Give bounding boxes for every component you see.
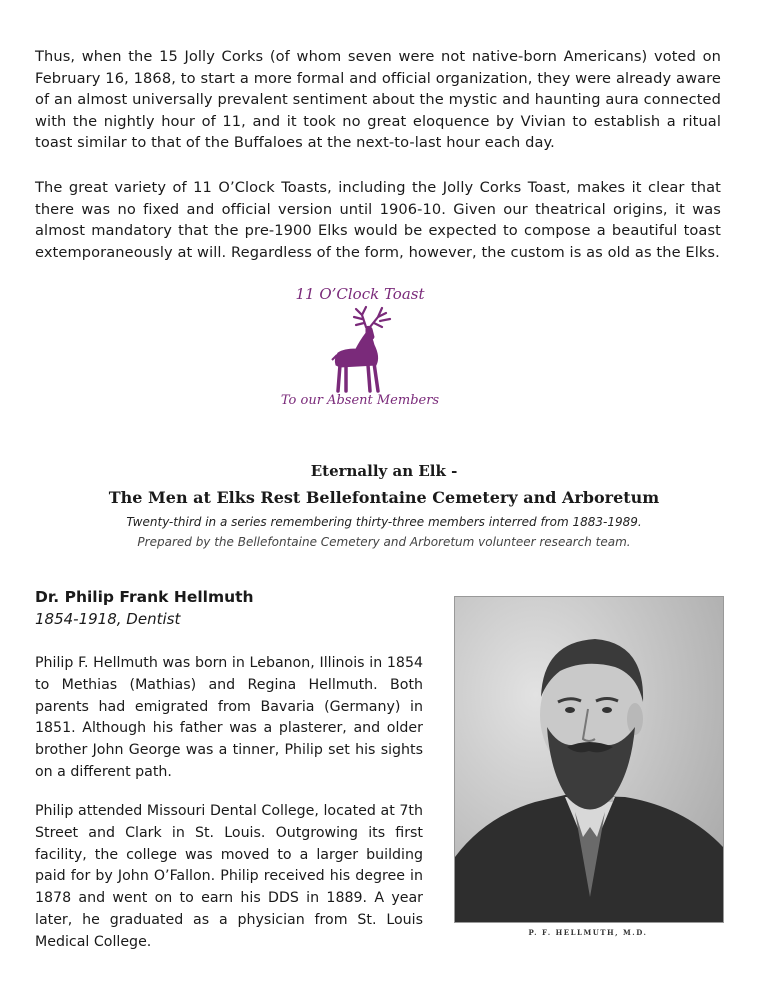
toast-subtitle: To our Absent Members [280, 393, 440, 408]
portrait-photo [454, 596, 724, 923]
toast-title: 11 O’Clock Toast [295, 285, 425, 303]
bio-paragraph-2: Philip attended Missouri Dental College, located at 7th Street and Clark in St. Louis. Outgrowing its first facility, the college was moved to a larger building paid for by John O’Fallon. Philip received his degree in 1878 and went on to earn his DDS in 1889. A year later, he graduated as a physician from St. Louis Medical College. [35, 803, 423, 950]
intro-paragraph-2: The great variety of 11 O’Clock Toasts, including the Jolly Corks Toast, makes it clear that there was no fixed and official version until 1906-10. Given our theatrical origins, it was almost mandatory that the pre-1900 Elks would be expected to compose a beautiful toast extemporaneously at will. Regardless of the form, however, the custom is as old as the Elks. [35, 179, 721, 261]
intro-paragraph-1: Thus, when the 15 Jolly Corks (of whom seven were not native-born Americans) voted on February 16, 1868, to start a more formal and official organization, they were already aware of an almost universally prevalent sentiment about the mystic and haunting aura connected with the nightly hour of 11, and it took no great eloquence by Vivian to establish a ritual toast similar to that of the Buffaloes at the next-to-last hour each day. [35, 48, 721, 152]
profile-name: Dr. Philip Frank Hellmuth [35, 588, 254, 606]
toast-logo [270, 283, 450, 411]
series-credit: Prepared by the Bellefontaine Cemetery and Arboretum volunteer research team. [137, 535, 631, 549]
series-title: Eternally an Elk - [310, 462, 458, 480]
bio-paragraph-1: Philip F. Hellmuth was born in Lebanon, Illinois in 1854 to Methias (Mathias) and Regina Hellmuth. Both parents had emigrated from Bavaria (Germany) in 1851. Although his father was a plasterer, and older brother John George was a tinner, Philip set his sights on a different path. [35, 655, 423, 780]
elk-icon [326, 305, 396, 393]
series-description: Twenty-third in a series remembering thirty-three members interred from 1883-1989. [126, 515, 642, 529]
series-subtitle: The Men at Elks Rest Bellefontaine Cemetery and Arboretum [108, 488, 660, 507]
portrait-caption: P. F. HELLMUTH, M.D. [528, 928, 648, 937]
profile-dates-profession: 1854-1918, Dentist [35, 610, 181, 628]
